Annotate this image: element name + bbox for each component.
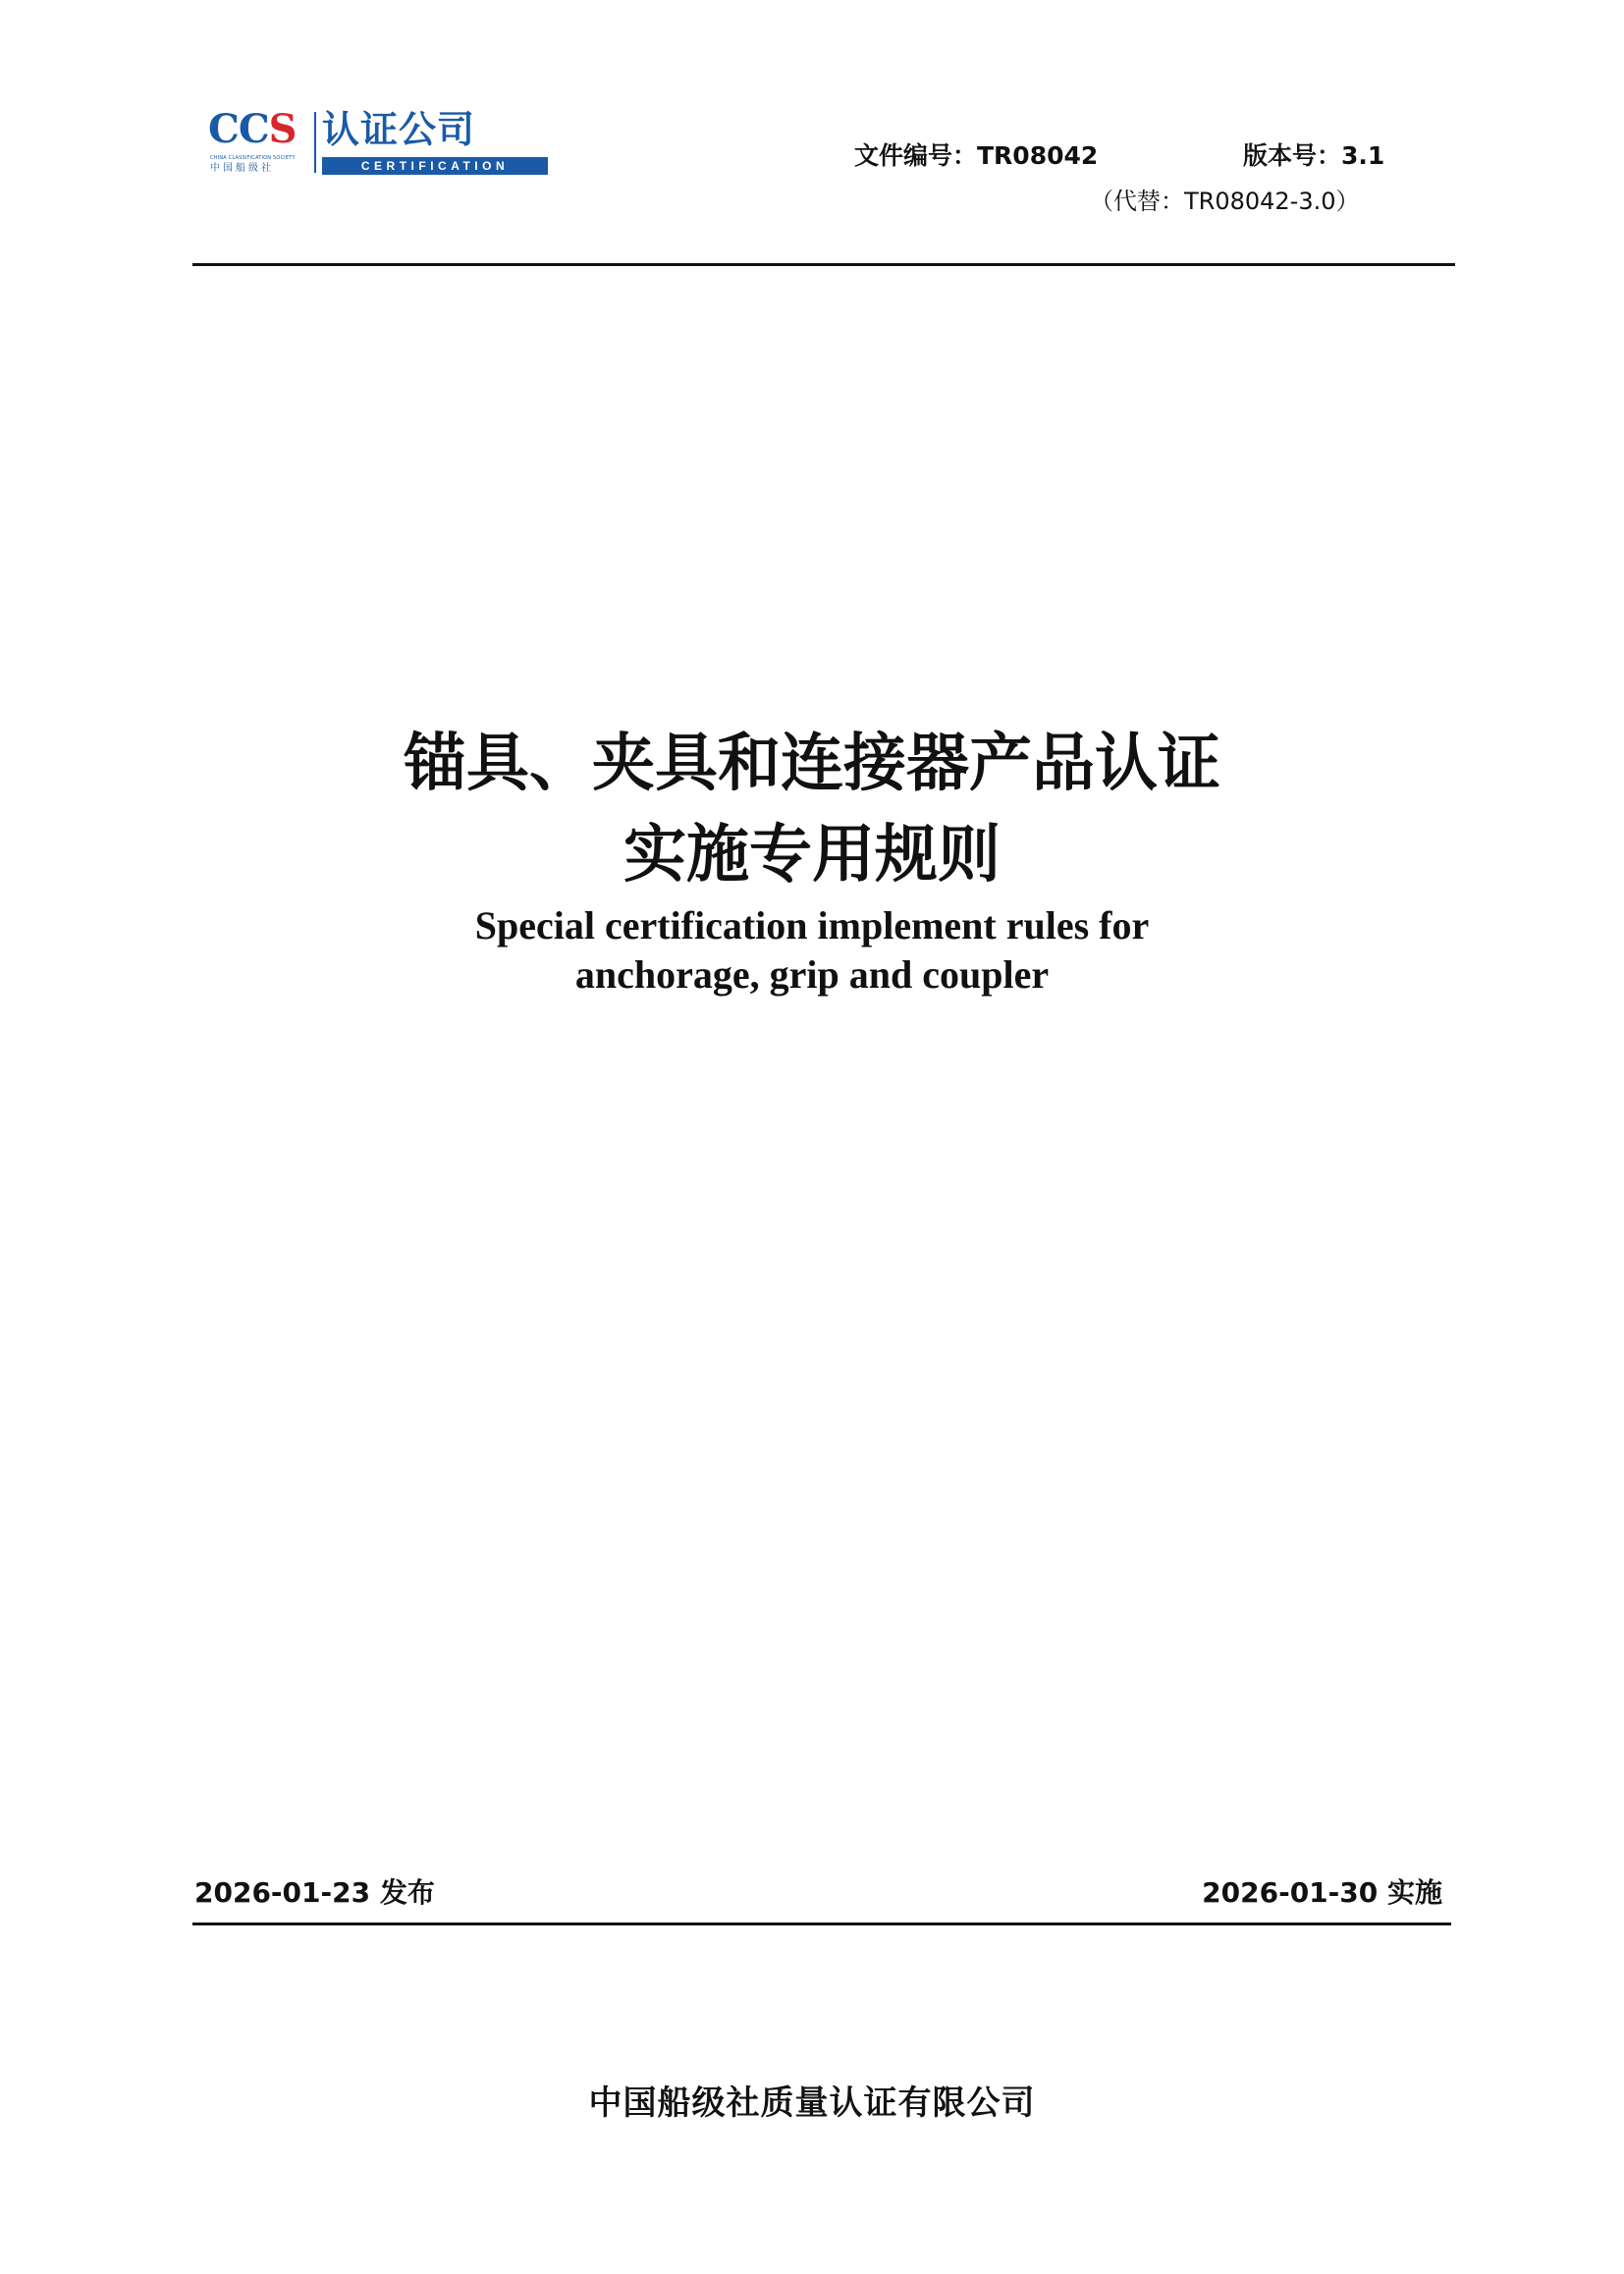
logo-company-en: CERTIFICATION (322, 157, 548, 175)
header-divider (192, 263, 1455, 266)
logo-company-cn: 认证公司 (322, 108, 476, 151)
document-meta (854, 139, 1443, 228)
title-en-line2: anchorage, grip and coupler (574, 952, 1050, 997)
logo-society-cn: 中国船级社 (210, 163, 274, 174)
footer-divider (192, 1922, 1451, 1925)
logo-ccs-wordmark: CCS (208, 106, 297, 152)
replaces-note: （代替：TR08042-3.0） (1090, 188, 1360, 215)
title-en-line1: Special certification implement rules for (474, 903, 1150, 948)
logo-divider (314, 112, 316, 173)
ccs-certification-logo (208, 108, 554, 181)
title-cn-line1: 锚具、夹具和连接器产品认证 (404, 727, 1220, 800)
title-cn-line2: 实施专用规则 (623, 818, 1001, 892)
version-number: 版本号：3.1 (1243, 141, 1385, 170)
logo-society-en: CHINA CLASSIFICATION SOCIETY (210, 155, 296, 161)
effective-date: 2026-01-30 实施 (1202, 1876, 1442, 1909)
issuing-organization: 中国船级社质量认证有限公司 (588, 2084, 1036, 2123)
issue-date: 2026-01-23 发布 (194, 1876, 435, 1909)
document-number: 文件编号：TR08042 (854, 141, 1099, 170)
